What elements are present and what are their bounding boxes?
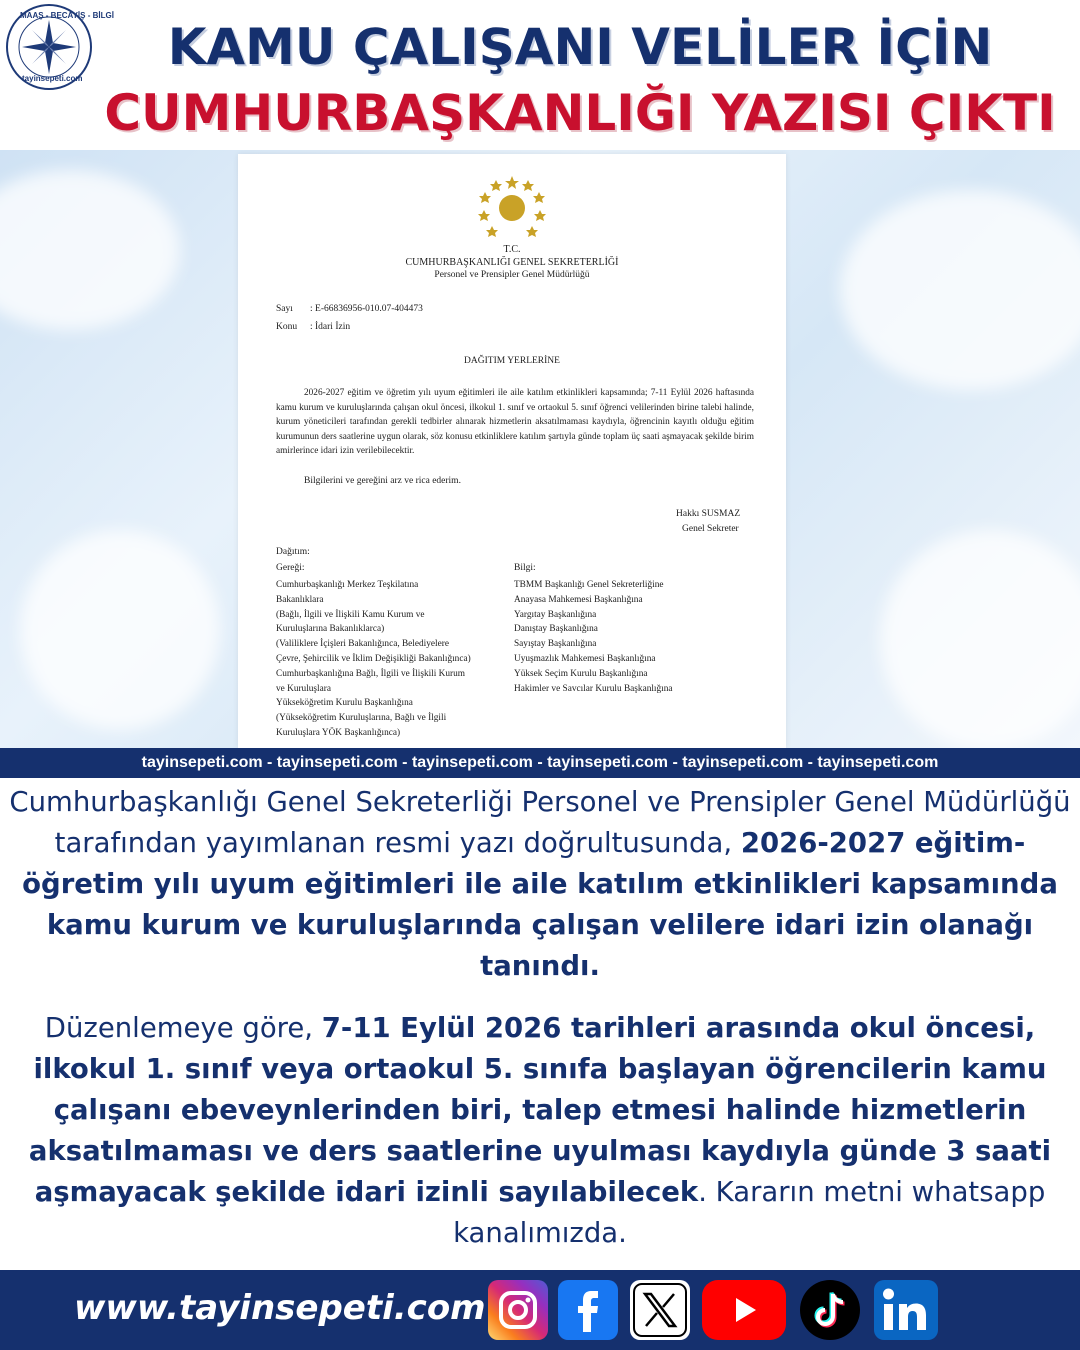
youtube-icon[interactable]	[702, 1280, 786, 1340]
document-photo	[0, 150, 1080, 748]
instagram-icon[interactable]	[488, 1280, 548, 1340]
paragraph-2-intro: Düzenlemeye göre,	[44, 1012, 322, 1044]
paragraph-2-ending: . Kararın metni whatsapp kanalımızda.	[453, 1176, 1046, 1249]
linkedin-icon[interactable]	[874, 1280, 938, 1340]
doc-signer-title: Genel Sekreter	[682, 524, 739, 534]
tiktok-icon[interactable]	[800, 1280, 860, 1340]
list-item: Yargıtay Başkanlığına	[514, 609, 597, 620]
doc-dagitim-label: Dağıtım:	[276, 547, 310, 557]
list-item: Sayıştay Başkanlığına	[514, 639, 597, 650]
doc-geregi-label: Gereği:	[276, 563, 305, 573]
headline-line-2: CUMHURBAŞKANLIĞI YAZISI ÇIKTI	[104, 84, 1056, 142]
list-item: TBMM Başkanlığı Genel Sekreterliğine	[514, 580, 664, 590]
doc-closing: Bilgilerini ve gereğini arz ve rica ederim.	[304, 476, 461, 486]
list-item: Uyuşmazlık Mahkemesi Başkanlığına	[514, 653, 656, 664]
website-ticker: tayinsepeti.com - tayinsepeti.com - tayinsepeti.com - tayinsepeti.com - tayinsepeti.com - tayinsepeti.com	[0, 748, 1080, 778]
list-item: (Bağlı, İlgili ve İlişkili Kamu Kurum ve	[276, 609, 425, 620]
paragraph-1-highlight: 2026-2027 eğitim-öğretim yılı uyum eğitimleri ile aile katılım etkinlikleri kapsamında kamu kurum ve kuruluşlarında çalışan velilere idari izin olanağı tanındı.	[22, 827, 1058, 982]
header	[0, 0, 1080, 150]
doc-institution: CUMHURBAŞKANLIĞI GENEL SEKRETERLİĞİ	[405, 257, 619, 268]
footer	[0, 1270, 1080, 1350]
doc-konu-value: : İdari İzin	[310, 322, 351, 332]
list-item: Anayasa Mahkemesi Başkanlığına	[514, 594, 643, 605]
list-item: Cumhurbaşkanlığına Bağlı, İlgili ve İlişkili Kurum	[276, 668, 466, 679]
headline-line-1: KAMU ÇALIŞANI VELİLER İÇİN	[167, 18, 993, 76]
list-item: ve Kuruluşlara	[276, 683, 331, 694]
list-item: Yükseköğretim Kurulu Başkanlığına	[276, 698, 413, 709]
doc-department: Personel ve Prensipler Genel Müdürlüğü	[434, 270, 590, 280]
list-item: Danıştay Başkanlığına	[514, 624, 598, 635]
list-item: Yüksek Seçim Kurulu Başkanlığına	[514, 668, 648, 679]
doc-signer-name: Hakkı SUSMAZ	[676, 509, 741, 519]
list-item: Kuruluşlarına Bakanlıklarca)	[276, 624, 385, 635]
list-item: Kuruluşlara YÖK Başkanlığınca)	[276, 727, 401, 738]
doc-bilgi-label: Bilgi:	[514, 563, 536, 573]
list-item: (Valiliklere İçişleri Bakanlığınca, Belediyelere	[276, 639, 449, 650]
doc-addressee: DAĞITIM YERLERİNE	[464, 356, 560, 366]
doc-geregi-list	[276, 578, 471, 741]
article-paragraph-1	[0, 782, 1080, 987]
doc-sayi-label: Sayı	[276, 304, 293, 314]
facebook-icon[interactable]	[558, 1280, 618, 1340]
presidential-emblem-icon	[478, 174, 546, 242]
doc-bilgi-list	[514, 578, 673, 696]
list-item: Çevre, Şehircilik ve İklim Değişikliği Bakanlığınca)	[276, 653, 471, 664]
doc-sayi-value: : E-66836956-010.07-404473	[310, 304, 423, 314]
x-icon[interactable]	[630, 1280, 690, 1340]
article-paragraph-2	[0, 1008, 1080, 1254]
doc-tc: T.C.	[503, 244, 521, 255]
list-item: Hakimler ve Savcılar Kurulu Başkanlığına	[514, 683, 673, 694]
doc-konu-label: Konu	[276, 322, 298, 332]
doc-body: 2026-2027 eğitim ve öğretim yılı uyum eğitimleri ile aile katılım etkinlikleri kapsamında; 7-11 Eylül 2026 haftasında kamu kurum ve kuruluşlarında çalışan okul öncesi, ilkokul 1. sınıf ve ortaokul 5. sınıf öğrenci velilerinden birine talebi halinde, kurum yöneticileri tarafından gerekli tedbirler alınarak hizmetlerin aksatılmaması kaydıyla, öğrencinin kayıtlı olduğu eğitim kurumunun ders saatlerine uygun olarak, söz konusu etkinliklere katılım şartıyla günde toplam üç saati aşmayacak şekilde birim amirlerince idari izin verilebilecektir.	[276, 388, 754, 456]
website-link[interactable]: www.tayinsepeti.com	[74, 1288, 486, 1328]
list-item: (Yükseköğretim Kuruluşlarına, Bağlı ve İlgili	[276, 713, 447, 724]
paragraph-1-text: Cumhurbaşkanlığı Genel Sekreterliği Personel ve Prensipler Genel Müdürlüğü tarafından yayımlanan resmi yazı doğrultusunda,	[9, 786, 1071, 859]
site-logo[interactable]	[6, 4, 114, 90]
list-item: Bakanlıklara	[276, 594, 324, 605]
article-body	[0, 782, 1080, 1262]
logo-text-bottom: tayinsepeti.com	[22, 74, 83, 83]
logo-text-top: MAAŞ - BECAYİŞ - BİLGİ	[20, 11, 114, 20]
paragraph-2-highlight: 7-11 Eylül 2026 tarihleri arasında okul öncesi, ilkokul 1. sınıf veya ortaokul 5. sınıfa başlayan öğrencilerin kamu çalışanı ebeveynlerinden biri, talep etmesi halinde hizmetlerin aksatılmaması ve ders saatlerine uyulması kaydıyla günde 3 saati aşmayacak şekilde idari izinli sayılabilecek	[28, 1012, 1052, 1208]
list-item: Cumhurbaşkanlığı Merkez Teşkilatına	[276, 580, 419, 590]
official-letter	[238, 154, 786, 748]
